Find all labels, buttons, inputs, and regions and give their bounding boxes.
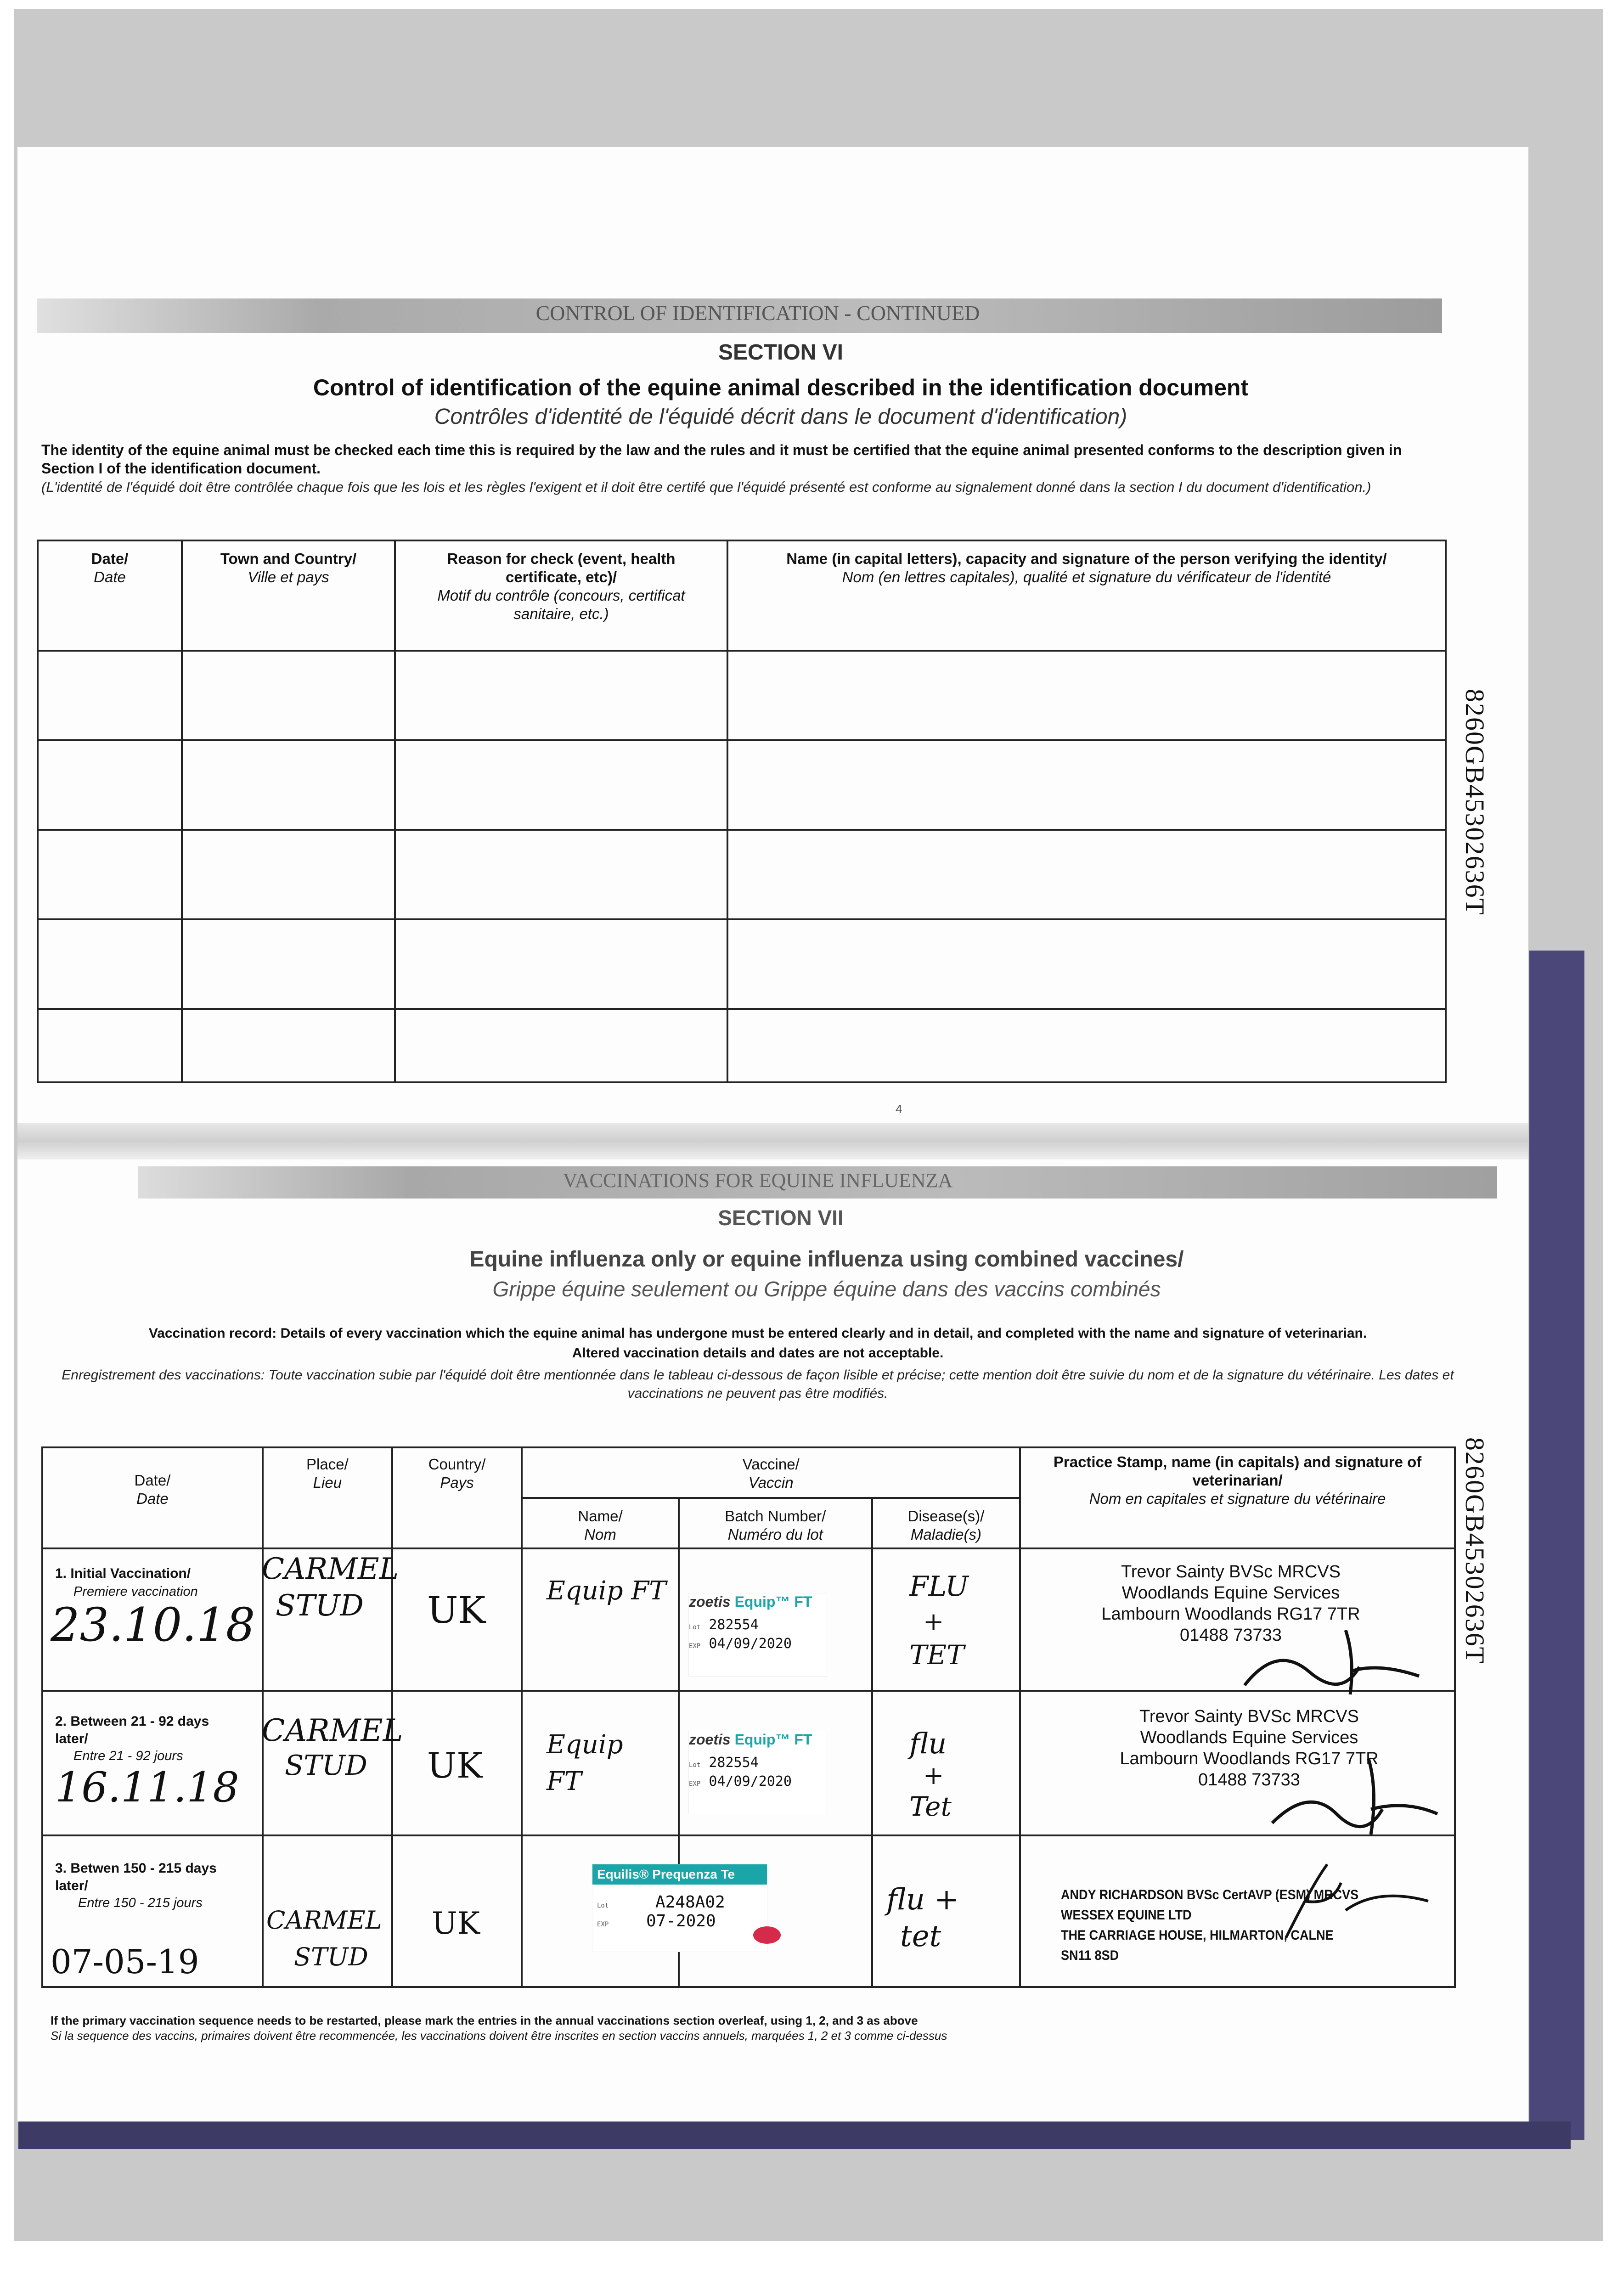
table-row <box>38 830 1446 919</box>
footer-note-en: If the primary vaccination sequence needs to be restarted, please mark the entries in the annual vaccinations section overleaf, using 1, 2, and 3 as above <box>51 2014 918 2027</box>
row1-batch-exp: 04/09/2020 <box>709 1636 792 1652</box>
row1-disease-1: FLU <box>909 1570 969 1603</box>
stamp-line: WESSEX EQUINE LTD <box>1061 1908 1192 1923</box>
row1-date: 23.10.18 <box>51 1598 255 1652</box>
row3-disease-1: flu + <box>886 1883 959 1917</box>
stamp-line: 01488 73733 <box>1180 1626 1282 1645</box>
section7-banner-text: VACCINATIONS FOR EQUINE INFLUENZA <box>563 1169 953 1192</box>
col-country-header: Country/ Pays <box>392 1447 522 1548</box>
row1-place-2: STUD <box>276 1589 364 1623</box>
row3-batch-exp: 07-2020 <box>646 1912 716 1930</box>
exp-label: EXP <box>597 1921 609 1928</box>
col-vaccine-header: Vaccine/ Vaccin <box>522 1447 1020 1498</box>
lot-label: Lot <box>597 1902 609 1909</box>
row3-disease-2: tet <box>900 1919 941 1953</box>
row1-disease-3: TET <box>909 1639 964 1671</box>
col-date-header: Date/ Date <box>42 1447 263 1548</box>
passport-cover-bottom <box>18 2122 1571 2149</box>
section7-record-fr: Enregistrement des vaccinations: Toute vaccination subie par l'équidé doit être mentionnée dans le tableau ci-dessous de façon lisible et précise; cette mention doit être suivie du nom et de la signature du vétérinaire. Les dates et vaccinations ne peuvent pas être modifiés. <box>62 1367 1454 1401</box>
section7-label: SECTION VII <box>718 1206 844 1230</box>
row3-batch-label <box>592 1864 767 1952</box>
page-number: 4 <box>896 1102 902 1116</box>
row2-batch-lot: 282554 <box>709 1755 759 1771</box>
row2-label-fr: Entre 21 - 92 jours <box>73 1749 183 1763</box>
vertical-serial-lower: 8260GB45302636T <box>1460 1437 1490 1664</box>
row1-batch-lot: 282554 <box>709 1617 759 1633</box>
row1-country: UK <box>427 1589 486 1632</box>
row3-place-2: STUD <box>294 1942 368 1971</box>
stamp-line: Trevor Sainty BVSc MRCVS <box>1121 1562 1341 1581</box>
stamp-line: ANDY RICHARDSON BVSc CertAVP (ESM) MRCVS <box>1061 1887 1359 1902</box>
section7-record-en2: Altered vaccination details and dates are not acceptable. <box>572 1345 944 1361</box>
table-row <box>38 919 1446 1009</box>
row2-batch-product: Equip™ FT <box>734 1731 812 1748</box>
row1-label-fr: Premiere vaccination <box>73 1584 198 1599</box>
zoetis-logo: zoetis <box>689 1593 731 1610</box>
section7-title-en: Equine influenza only or equine influenza using combined vaccines/ <box>469 1247 1184 1272</box>
row3-label-en: 3. Betwen 150 - 215 days later/ <box>55 1861 217 1893</box>
zoetis-logo: zoetis <box>689 1731 731 1748</box>
col-town-header: Town and Country/ Ville et pays <box>182 540 395 651</box>
row1-vaccine-name: Equip FT <box>547 1576 666 1606</box>
row1-place-1: CARMEL <box>262 1552 399 1586</box>
stamp-line: Lambourn Woodlands RG17 7TR <box>1101 1604 1360 1624</box>
row2-date: 16.11.18 <box>55 1763 239 1812</box>
row3-country: UK <box>432 1906 480 1941</box>
stamp-line: 01488 73733 <box>1198 1770 1300 1790</box>
col-disease-header: Disease(s)/ Maladie(s) <box>872 1498 1020 1548</box>
stamp-line: THE CARRIAGE HOUSE, HILMARTON, CALNE <box>1061 1928 1334 1943</box>
row2-batch-exp: 04/09/2020 <box>709 1773 792 1790</box>
stamp-line: Lambourn Woodlands RG17 7TR <box>1120 1749 1379 1768</box>
row2-country: UK <box>427 1745 483 1786</box>
col-batch-header: Batch Number/ Numéro du lot <box>679 1498 872 1548</box>
row2-disease-1: flu <box>909 1727 947 1760</box>
row1-label-en: 1. Initial Vaccination/ <box>55 1566 191 1581</box>
col-stamp-header: Practice Stamp, name (in capitals) and signature of veterinarian/ Nom en capitales et signature du vétérinaire <box>1020 1447 1455 1548</box>
red-ink-mark <box>753 1926 781 1944</box>
section6-banner-text: CONTROL OF IDENTIFICATION - CONTINUED <box>535 301 980 325</box>
col-name-header: Name/ Nom <box>522 1498 678 1548</box>
exp-label: EXP <box>689 1780 701 1788</box>
row2-place-2: STUD <box>285 1750 367 1782</box>
section6-title-en: Control of identification of the equine animal described in the identification document <box>313 375 1249 400</box>
row3-batch-lot: A248A02 <box>655 1893 725 1912</box>
col-reason-header: Reason for check (event, health certificate, etc)/ Motif du contrôle (concours, certificat sanitaire, etc.) <box>395 540 727 651</box>
row2-vaccine-name: Equip FT <box>547 1730 623 1796</box>
row3-date: 07-05-19 <box>51 1942 199 1981</box>
stamp-line: Trevor Sainty BVSc MRCVS <box>1139 1707 1359 1726</box>
table-row <box>38 651 1446 740</box>
page-fold <box>17 1123 1528 1159</box>
row3-signature <box>1277 1855 1433 1947</box>
passport-cover-right <box>1529 951 1584 2140</box>
row3-batch-product: Equilis® Prequenza Te <box>592 1864 767 1885</box>
row3-label-fr: Entre 150 - 215 jours <box>78 1896 203 1910</box>
row3-place-1: CARMEL <box>266 1906 382 1935</box>
col-place-header: Place/ Lieu <box>263 1447 392 1548</box>
stamp-line: SN11 8SD <box>1061 1948 1119 1963</box>
row2-batch-label <box>689 1731 827 1814</box>
section6-intro-fr: (L'identité de l'équidé doit être contrôlée chaque fois que les lois et les règles l'exigent et il doit être certifé que l'équidé présenté est conforme au signalement donné dans la section I du document d'identification.) <box>41 479 1371 495</box>
section7-title-fr: Grippe équine seulement ou Grippe équine dans des vaccins combinés <box>492 1277 1161 1301</box>
stamp-line: Woodlands Equine Services <box>1121 1583 1340 1603</box>
lot-label: Lot <box>689 1624 701 1631</box>
row2-label-en: 2. Between 21 - 92 days later/ <box>55 1714 209 1746</box>
row1-batch-label <box>689 1593 827 1676</box>
identity-check-table <box>37 540 1447 1083</box>
table-row <box>38 1009 1446 1082</box>
row2-disease-2: + <box>923 1761 944 1790</box>
row1-batch-product: Equip™ FT <box>734 1593 812 1610</box>
section6-label: SECTION VI <box>718 340 844 365</box>
stamp-line: Woodlands Equine Services <box>1140 1728 1358 1747</box>
lot-label: Lot <box>689 1761 701 1769</box>
col-date-header: Date/ Date <box>38 540 182 651</box>
section7-record-en: Vaccination record: Details of every vaccination which the equine animal has undergone must be entered clearly and in detail, and completed with the name and signature of veterinarian. <box>148 1326 1367 1341</box>
vertical-serial-upper: 8260GB45302636T <box>1460 689 1490 916</box>
col-verifier-header: Name (in capital letters), capacity and signature of the person verifying the identity/ Nom (en lettres capitales), qualité et signature du vérificateur de l'identité <box>727 540 1446 651</box>
row1-disease-2: + <box>923 1607 944 1636</box>
table-row <box>38 740 1446 830</box>
row2-place-1: CARMEL <box>262 1713 403 1748</box>
section6-title-fr: Contrôles d'identité de l'équidé décrit dans le document d'identification) <box>434 405 1127 429</box>
row2-signature <box>1268 1750 1442 1841</box>
row2-disease-3: Tet <box>909 1791 952 1822</box>
row1-signature <box>1240 1616 1424 1708</box>
footer-note-fr: Si la sequence des vaccins, primaires doivent être recommencée, les vaccinations doivent être inscrites en section vaccins annuels, marquées 1, 2 et 3 comme ci-dessus <box>51 2029 947 2043</box>
section6-intro-en: The identity of the equine animal must be checked each time this is required by the law and the rules and it must be certified that the equine animal presented conforms to the description given in Section I of the identification document. <box>41 442 1402 477</box>
exp-label: EXP <box>689 1643 701 1650</box>
